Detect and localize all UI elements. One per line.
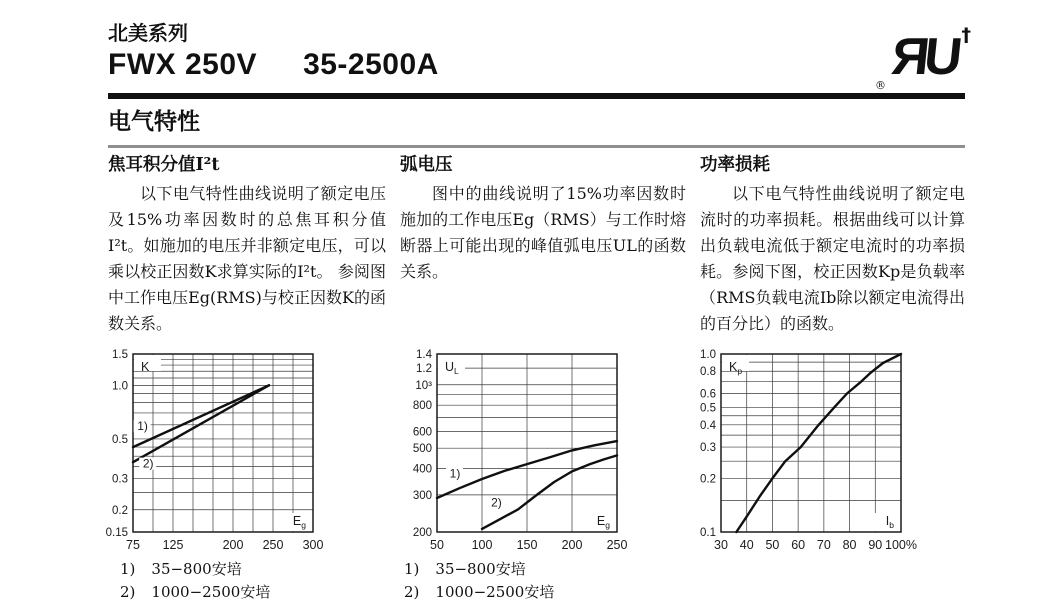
x-tick-label: 300 <box>302 537 324 552</box>
legend-num: 2) <box>120 582 136 601</box>
text-columns <box>108 154 965 342</box>
series-curve <box>133 385 269 447</box>
x-tick-label: 50 <box>430 537 444 552</box>
y-tick-label: 0.8 <box>700 365 716 378</box>
chart-legend <box>120 558 400 604</box>
y-tick-label: 200 <box>412 526 432 539</box>
header-rule <box>108 93 965 99</box>
x-tick-label: 60 <box>791 537 806 552</box>
y-tick-label: 0.2 <box>112 504 128 517</box>
legend-row <box>404 558 700 581</box>
legend-label: 35−800安培 <box>151 559 242 578</box>
y-tick-label: 1.0 <box>112 379 128 392</box>
y-tick-label: 10³ <box>415 379 432 392</box>
x-tick-label: 75 <box>126 537 140 552</box>
y-tick-label: 0.1 <box>700 526 716 539</box>
x-tick-label: 250 <box>606 537 628 552</box>
product-title <box>108 48 965 82</box>
y-tick-label: 0.3 <box>700 441 716 454</box>
y-tick-label: 300 <box>412 489 432 502</box>
series-curve <box>736 354 901 532</box>
x-tick-label: 200 <box>222 537 244 552</box>
plot-frame <box>133 354 313 532</box>
axis-quantity-label: $U_L$ <box>445 359 459 376</box>
column-i2t <box>108 154 400 342</box>
axis-quantity-label: $I_b$ <box>885 513 894 530</box>
y-tick-label: 1.5 <box>112 348 128 361</box>
section-rule <box>108 145 965 148</box>
legend-num: 1) <box>404 559 420 578</box>
chart-cell-power-dissipation <box>700 348 965 604</box>
axis-quantity-label: $E_g$ <box>292 513 306 530</box>
y-tick-label: 1.0 <box>700 348 716 361</box>
curve-number-label: 2) <box>142 456 154 471</box>
charts-row <box>105 348 965 604</box>
power-dissipation-chart <box>685 348 931 554</box>
axis-quantity-label: $K_p$ <box>729 359 743 376</box>
ul-recognized-mark-icon <box>875 24 971 92</box>
x-tick-label: 40 <box>739 537 754 552</box>
legend-label: 1000−2500安培 <box>435 582 555 601</box>
arc-voltage-chart <box>401 348 637 554</box>
y-tick-label: 400 <box>412 463 432 476</box>
column-body: 以下电气特性曲线说明了额定电流时的功率损耗。根据曲线可以计算出负载电流低于额定电流时的功率损耗。参阅下图，校正因数Kp是负载率（RMS负载电流Ib除以额定电流得出的百分比）的函数。 <box>700 184 965 334</box>
column-arc-voltage <box>400 154 700 342</box>
x-tick-label: 80 <box>842 537 857 552</box>
chart-legend <box>404 558 700 604</box>
column-heading: 功率损耗 <box>700 154 770 175</box>
y-tick-label: 600 <box>412 426 432 439</box>
column-body: 以下电气特性曲线说明了额定电压及15%功率因数时的总焦耳积分值I²t。如施加的电压并非额定电压，可以乘以校正因数K求算实际的I²t。 参阅图中工作电压Eg(RMS)与校正因数K的函数关系。 <box>108 184 386 334</box>
ul-letters: ЯU <box>889 28 961 86</box>
column-body: 图中的曲线说明了15%功率因数时施加的工作电压Eg（RMS）与工作时熔断器上可能出现的峰值弧电压UL的函数关系。 <box>400 184 686 282</box>
y-tick-label: 1.2 <box>416 362 432 375</box>
legend-label: 1000−2500安培 <box>151 582 271 601</box>
chart-cell-i2t <box>105 348 400 604</box>
legend-row <box>120 581 400 604</box>
series-curve <box>133 385 269 462</box>
legend-label: 35−800安培 <box>435 559 526 578</box>
x-tick-label: 150 <box>516 537 538 552</box>
y-tick-label: 0.3 <box>112 473 128 486</box>
legend-row <box>404 581 700 604</box>
legend-num: 2) <box>404 582 420 601</box>
i2t-correction-chart <box>97 348 333 554</box>
registered-trademark-icon: ® <box>875 79 886 92</box>
chart-cell-arc-voltage <box>400 348 700 604</box>
page-content <box>105 0 971 604</box>
y-tick-label: 0.5 <box>112 433 128 446</box>
y-tick-label: 0.15 <box>105 526 128 539</box>
x-tick-label: 200 <box>561 537 583 552</box>
y-tick-label: 0.5 <box>700 402 716 415</box>
y-tick-label: 0.6 <box>700 388 716 401</box>
column-power-loss <box>700 154 965 342</box>
axis-quantity-label: K <box>141 359 150 374</box>
x-tick-label: 90 <box>868 537 883 552</box>
x-tick-label: 100 <box>471 537 493 552</box>
column-heading: 弧电压 <box>400 154 453 175</box>
axis-quantity-label: $E_g$ <box>596 513 610 530</box>
y-tick-label: 1.4 <box>416 348 432 361</box>
x-tick-label: 50 <box>765 537 780 552</box>
y-tick-label: 800 <box>412 399 432 412</box>
x-tick-label: 30 <box>714 537 728 552</box>
legend-row <box>120 558 400 581</box>
dagger-icon: † <box>961 24 971 46</box>
section-title: 电气特性 <box>108 108 200 135</box>
series-label: 北美系列 <box>108 21 188 45</box>
plot-frame <box>721 354 901 532</box>
legend-num: 1) <box>120 559 136 578</box>
curve-number-label: 1) <box>449 466 461 481</box>
model-text: FWX 250V <box>108 48 258 81</box>
x-tick-label: 125 <box>162 537 184 552</box>
amps-text: 35-2500A <box>303 48 439 81</box>
y-tick-label: 500 <box>412 442 432 455</box>
y-tick-label: 0.4 <box>700 419 716 432</box>
column-heading: 焦耳积分值I²t <box>108 154 220 175</box>
curve-number-label: 2) <box>491 495 502 510</box>
y-tick-label: 0.2 <box>700 473 716 486</box>
curve-number-label: 1) <box>137 418 148 433</box>
x-tick-label: 100% <box>885 537 917 552</box>
x-tick-label: 70 <box>816 537 831 552</box>
x-tick-label: 250 <box>262 537 284 552</box>
